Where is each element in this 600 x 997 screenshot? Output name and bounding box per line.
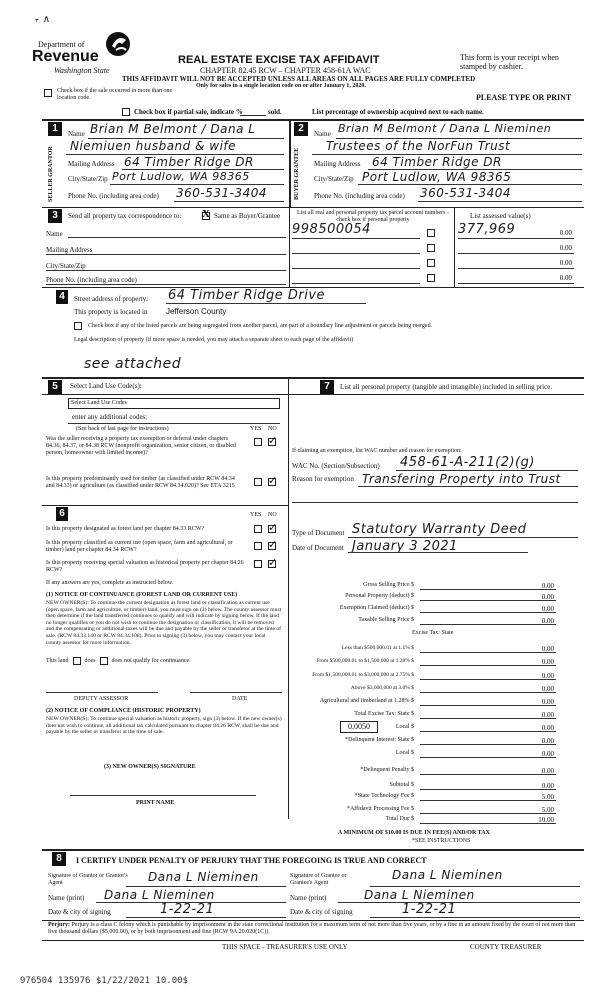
check-icon: ✓ [268, 475, 278, 487]
seller-name-line1[interactable]: Brian M Belmont / Dana L [90, 122, 256, 136]
exemption-header: If claiming an exemption, list WAC number and reason for exemption: [292, 448, 462, 454]
multi-location-label: Check box if the sale occurred in more than one location code. [57, 88, 173, 101]
ownership-note: List percentage of ownership acquired next to each name. [312, 108, 484, 116]
grantee-date[interactable]: 1-22-21 [402, 902, 457, 917]
see-back-label: (See back of last page for instructions) [76, 426, 169, 432]
tax-row-label: Agricultural and timberland at 1.28% $ [319, 698, 414, 704]
tax-row-value: 10.00 [538, 816, 554, 824]
revenue-wordmark: Revenue [32, 48, 99, 65]
parcel-header: List all real and personal property tax parcel account numbers - check box if personal property [297, 210, 449, 223]
tax-row-label: Personal Property (deduct) $ [345, 593, 414, 599]
notice-compliance-body: NEW OWNER(S): To continue special valuation as historic property, sign (3) below. If the new owner(s) does not wish to continue, all additional tax calculated pursuant to chapter 84.26 RCW, shall be due and payable by the seller or transferor at the time of sale. [46, 716, 282, 736]
grantee-date-label: Date & city of signing [290, 908, 353, 916]
no-header: NO [268, 426, 277, 432]
segregated-label: Check box if any of the listed parcels are being segregated from another parcel, are part of a boundary line adjustment or parcels being merged. [88, 323, 433, 329]
tax-row-label: *State Technology Fee $ [354, 793, 414, 799]
date-label: DATE [232, 696, 248, 702]
grantee-signature[interactable]: Dana L Nieminen [392, 868, 503, 882]
tax-row-value: 0.00 [541, 750, 554, 758]
legal-desc-value[interactable]: see attached [84, 356, 182, 372]
notice-continuance-body: NEW OWNER(S): To continue the current designation as forest land or classification as current use (open space, farm and agriculture, or timber) land, you must sign on (3) below. The county assessor must then determine if the land transferred continues to qualify and will indicate by signing below. If the land no longer qualifies or you do not wish to continue the designation or classification, it will be removed and the compensating or additional taxes will be due and payable by the seller or transferor at the time of sale. (RCW 84.33.140 or RCW 84.34.108). Prior to signing (3) below, you may contact your local county assessor for more information. [46, 600, 282, 646]
land-use-label: Select Land Use Code(s): [70, 382, 142, 390]
tax-row-value: 0.00 [541, 685, 554, 693]
corr-city-label: City/State/Zip [46, 262, 86, 270]
timber-question: Is this property predominantly used for timber (as classified under RCW 84.34 and 84.33) or agriculture (as classified under RCW 84.34.020)? See ETA 3215 [46, 476, 235, 489]
check-icon: ✓ [268, 435, 278, 447]
dept-of: Department of [38, 40, 85, 49]
tax-row-label: Total Excise Tax: State $ [354, 711, 414, 717]
tax-row-label: Total Due $ [385, 816, 414, 822]
tax-row-label: Local $ [395, 750, 414, 756]
does-label: does [84, 657, 96, 664]
does-not-checkbox[interactable] [100, 657, 108, 665]
doc-date-value[interactable]: January 3 2021 [352, 539, 458, 554]
notice-continuance-title: (1) NOTICE OF CONTINUANCE (FOREST LAND OR CURRENT USE) [46, 592, 238, 598]
seller-name-label: Name [68, 130, 85, 138]
tax-row-label: Gross Selling Price $ [363, 582, 414, 588]
street-address[interactable]: 64 Timber Ridge Drive [168, 288, 326, 303]
additional-codes-label: enter any additional codes: [72, 413, 148, 421]
personal-property-checkbox[interactable] [427, 244, 435, 252]
seller-grantor-label: SELLER GRANTOR [48, 146, 54, 202]
assessed-value-dec: 0.00 [559, 259, 572, 267]
section-1-number: 1 [48, 122, 62, 136]
buyer-mail-label: Mailing Address [314, 160, 361, 168]
treasurer-only: THIS SPACE - TREASURER'S USE ONLY [222, 943, 348, 951]
if-yes-note: If any answers are yes, complete as instructed below. [46, 580, 174, 586]
tax-row-value: 0.00 [541, 711, 554, 719]
tax-row-label: From $1,500,000.01 to $3,000,000 at 2.75% $ [312, 672, 414, 678]
minimum-note: A MINIMUM OF $10.00 IS DUE IN FEE(S) AND/OR TAX [338, 830, 490, 836]
sold-label: sold. [268, 108, 282, 116]
section-3-number: 3 [48, 209, 62, 223]
doc-type-label: Type of Document [292, 529, 345, 537]
partial-sale-checkbox[interactable] [122, 108, 130, 116]
seller-phone-label: Phone No. (including area code) [68, 192, 159, 200]
tax-row-value: 0.00 [541, 605, 554, 613]
doc-type-value[interactable]: Statutory Warranty Deed [352, 522, 527, 537]
grantor-name[interactable]: Dana L Nieminen [104, 888, 215, 902]
receipt-notice: This form is your receipt when stamped by cashier. [460, 53, 559, 71]
buyer-city-label: City/State/Zip [314, 175, 354, 183]
please-print: PLEASE TYPE OR PRINT [476, 93, 572, 102]
tax-row-value: 0.00 [541, 782, 554, 790]
corr-phone-label: Phone No. (including area code) [46, 276, 137, 284]
corr-name-label: Name [46, 230, 63, 238]
buyer-name-line2[interactable]: Trustees of the NorFun Trust [326, 139, 511, 153]
assessed-value-dec: 0.00 [559, 244, 572, 252]
section-2-number: 2 [294, 122, 308, 136]
yes-header: YES [250, 426, 262, 432]
doc-date-label: Date of Document [292, 544, 344, 552]
seller-name-line2[interactable]: Niemiuen husband & wife [70, 139, 237, 153]
print-name-label: PRINT NAME [136, 800, 175, 806]
grantor-date[interactable]: 1-22-21 [160, 902, 215, 917]
tax-row-value: 0.00 [541, 724, 554, 732]
seller-city[interactable]: Port Ludlow, WA 98365 [112, 170, 250, 183]
wac-label: WAC No. (Section/Subsection) [292, 462, 380, 470]
notice-compliance-title: (2) NOTICE OF COMPLIANCE (HISTORIC PROPERTY) [46, 708, 201, 714]
tax-row-label: Exemption Claimed (deduct) $ [339, 605, 414, 611]
buyer-phone-label: Phone No. (including area code) [314, 192, 405, 200]
section-6-number: 6 [56, 507, 68, 521]
tax-row-label: Above $3,000,000 at 3.0% $ [350, 685, 414, 691]
tax-row-value: 0.00 [541, 767, 554, 775]
send-correspondence-label: Send all property tax correspondence to: [68, 212, 182, 220]
personal-property-checkbox[interactable] [427, 229, 435, 237]
grantor-name-label: Name (print) [48, 894, 85, 902]
assessed-value-dec: 0.00 [559, 274, 572, 282]
tax-row-label: From $500,000.01 to $1,500,000 at 1.28% $ [316, 658, 414, 664]
tax-row-value: 0.00 [541, 617, 554, 625]
tax-row-label: Excise Tax: State [412, 630, 454, 636]
tax-row-value: 0.00 [541, 645, 554, 653]
state-name: Washington State [54, 66, 110, 75]
section-5-number: 5 [48, 380, 62, 394]
parcel-number[interactable]: 998500054 [292, 222, 371, 237]
tax-row-label: *Affidavit Processing Fee $ [346, 806, 414, 812]
county-value: Jefferson County [166, 307, 227, 316]
this-land-label: This land [46, 657, 69, 664]
forest-question: Is this property designated as forest land per chapter 84.33 RCW? [46, 526, 205, 532]
perjury-notice [48, 922, 582, 936]
tax-row-value: 0.00 [541, 658, 554, 666]
grantor-signature[interactable]: Dana L Nieminen [148, 870, 259, 884]
multi-location-checkbox[interactable] [44, 89, 52, 97]
tax-row-value: 0.00 [541, 698, 554, 706]
reason-value[interactable]: Transfering Property into Trust [362, 472, 561, 486]
perjury-text: Perjury is a class C felony which is punishable by imprisonment in the state correctional institution for a maximum term of not more than five years, or by a fine in an amount fixed by the court of not more than five thousand dollars ($5,000.00), or by both imprisonment and fine (RCW 9A.20.020(1C)). [48, 922, 576, 935]
seller-mail[interactable]: 64 Timber Ridge DR [124, 155, 254, 169]
same-as-buyer-mark: X [202, 208, 210, 220]
timber-yes[interactable] [254, 478, 262, 486]
does-not-label: does not qualify for continuance. [111, 657, 191, 664]
new-owner-signature-label: (3) NEW OWNER(S) SIGNATURE [104, 764, 196, 770]
local-rate-box[interactable]: 0.0050 [340, 721, 378, 733]
certify-statement: I CERTIFY UNDER PENALTY OF PERJURY THAT THE FOREGOING IS TRUE AND CORRECT [76, 856, 427, 865]
continuance-row [46, 657, 191, 665]
form-title: REAL ESTATE EXCISE TAX AFFIDAVIT [178, 54, 380, 66]
tax-row-value: 0.00 [541, 672, 554, 680]
county-treasurer: COUNTY TREASURER [470, 943, 542, 951]
form-chapter: CHAPTER 82.45 RCW – CHAPTER 458-61A WAC [200, 66, 371, 75]
grantee-sig-label: Signature of Grantee or Grantee's Agent [290, 873, 347, 886]
partial-sale-label: Check box if partial sale, indicate % [134, 108, 243, 116]
section-4-number: 4 [56, 290, 68, 304]
buyer-city[interactable]: Port Ludlow, WA 98365 [362, 170, 512, 184]
tax-row-label: *Delinquent Interest: State $ [345, 737, 414, 743]
seller-exemption-question: Was the seller receiving a property tax exemption or deferral under chapters 84.36, 84.37, or 84.38 RCW (nonprofit organization, senior citizen, or disabled person, homeowner with limited income)? [46, 436, 236, 456]
seller-city-label: City/State/Zip [68, 175, 108, 183]
segregated-checkbox[interactable] [74, 322, 82, 330]
tax-row-label: Less than $500,000.01 at 1.1% $ [341, 645, 414, 651]
single-code-notice: Only for sales in a single location code on or after January 1, 2020. [196, 83, 366, 89]
located-label: This property is located in [74, 308, 148, 316]
assessed-value[interactable]: 377,969 [458, 222, 516, 237]
check-icon: ✓ [268, 557, 278, 569]
personal-property-title: List all personal property (tangible and intangible) included in selling price. [340, 383, 553, 391]
perjury-label: Perjury: [48, 922, 70, 928]
no-header-6: NO [268, 512, 277, 518]
buyer-phone[interactable]: 360-531-3404 [420, 186, 512, 200]
historic-question: Is this property receiving special valuation as historical property per chapter 84.26 RCW? [46, 560, 244, 573]
tax-row-value: 0.00 [541, 593, 554, 601]
buyer-grantee-label: BUYER GRANTEE [294, 147, 300, 201]
personal-property-checkbox[interactable] [427, 274, 435, 282]
current-use-question: Is this property classified as current use (open space, farm and agricultural, or timber) land per chapter 84.34 RCW? [46, 540, 233, 553]
yes-header-6: YES [250, 512, 262, 518]
not-accepted-notice: THIS AFFIDAVIT WILL NOT BE ACCEPTED UNLESS ALL AREAS ON ALL PAGES ARE FULLY COMPLETED [122, 75, 476, 83]
corr-mail-label: Mailing Address [46, 246, 93, 254]
historic-yes[interactable] [254, 560, 262, 568]
wac-value[interactable]: 458-61-A-211(2)(g) [400, 455, 535, 470]
tax-row-value: 5.00 [541, 793, 554, 801]
tax-row-label: Local $ [395, 724, 414, 730]
street-label: Street address of property: [74, 295, 149, 303]
tax-row-label: *Delinquent Penalty $ [360, 767, 414, 773]
deputy-assessor-label: DEPUTY ASSESSOR [74, 696, 129, 702]
grantor-sig-label: Signature of Grantor or Grantor's Agent [48, 873, 128, 886]
buyer-name-label: Name [314, 130, 331, 138]
tax-row-label: Taxable Selling Price $ [358, 617, 414, 623]
current-use-yes[interactable] [254, 542, 262, 550]
tax-row-value: 5.00 [541, 806, 554, 814]
seller-phone[interactable]: 360-531-3404 [176, 186, 268, 200]
check-icon: ✓ [268, 539, 278, 551]
assessed-value-dec: 0.00 [559, 229, 572, 237]
forest-yes[interactable] [254, 525, 262, 533]
personal-property-checkbox[interactable] [427, 259, 435, 267]
section-7-number: 7 [320, 380, 334, 394]
tax-row-value: 0.00 [541, 737, 554, 745]
check-icon: ✓ [268, 522, 278, 534]
legal-desc-label: Legal description of property (if more space is needed, you may attach a separate sheet to each page of the affidavit) [74, 337, 354, 343]
tax-row-value: 0.00 [541, 582, 554, 590]
tax-row-label: Subtotal $ [389, 782, 414, 788]
grantor-date-label: Date & city of signing [48, 908, 111, 916]
does-checkbox[interactable] [73, 657, 81, 665]
same-as-buyer-label: Same as Buyer/Grantee [214, 212, 281, 220]
land-use-select[interactable] [68, 398, 280, 409]
grantee-name-label: Name (print) [290, 894, 327, 902]
seller-mail-label: Mailing Address [68, 160, 115, 168]
buyer-name-line1[interactable]: Brian M Belmont / Dana L Nieminen [338, 122, 552, 135]
revenue-logo: ᵣ̵ ∧ Department of Revenue Washington State [28, 14, 138, 76]
receipt-stamp: 976504 135976 $1/22/2021 10.00$ [20, 976, 188, 986]
seller-exemption-yes[interactable] [254, 438, 262, 446]
land-use-select-value: Select Land Use Codes [71, 400, 127, 406]
see-instructions: *SEE INSTRUCTIONS [412, 838, 471, 844]
section-8-number: 8 [52, 852, 66, 866]
revenue-logo-icon [104, 30, 132, 58]
buyer-mail[interactable]: 64 Timber Ridge DR [372, 155, 502, 169]
reason-label: Reason for exemption [292, 475, 354, 483]
grantee-name[interactable]: Dana L Nieminen [364, 888, 475, 902]
assessed-header: List assessed value(s) [470, 212, 531, 220]
